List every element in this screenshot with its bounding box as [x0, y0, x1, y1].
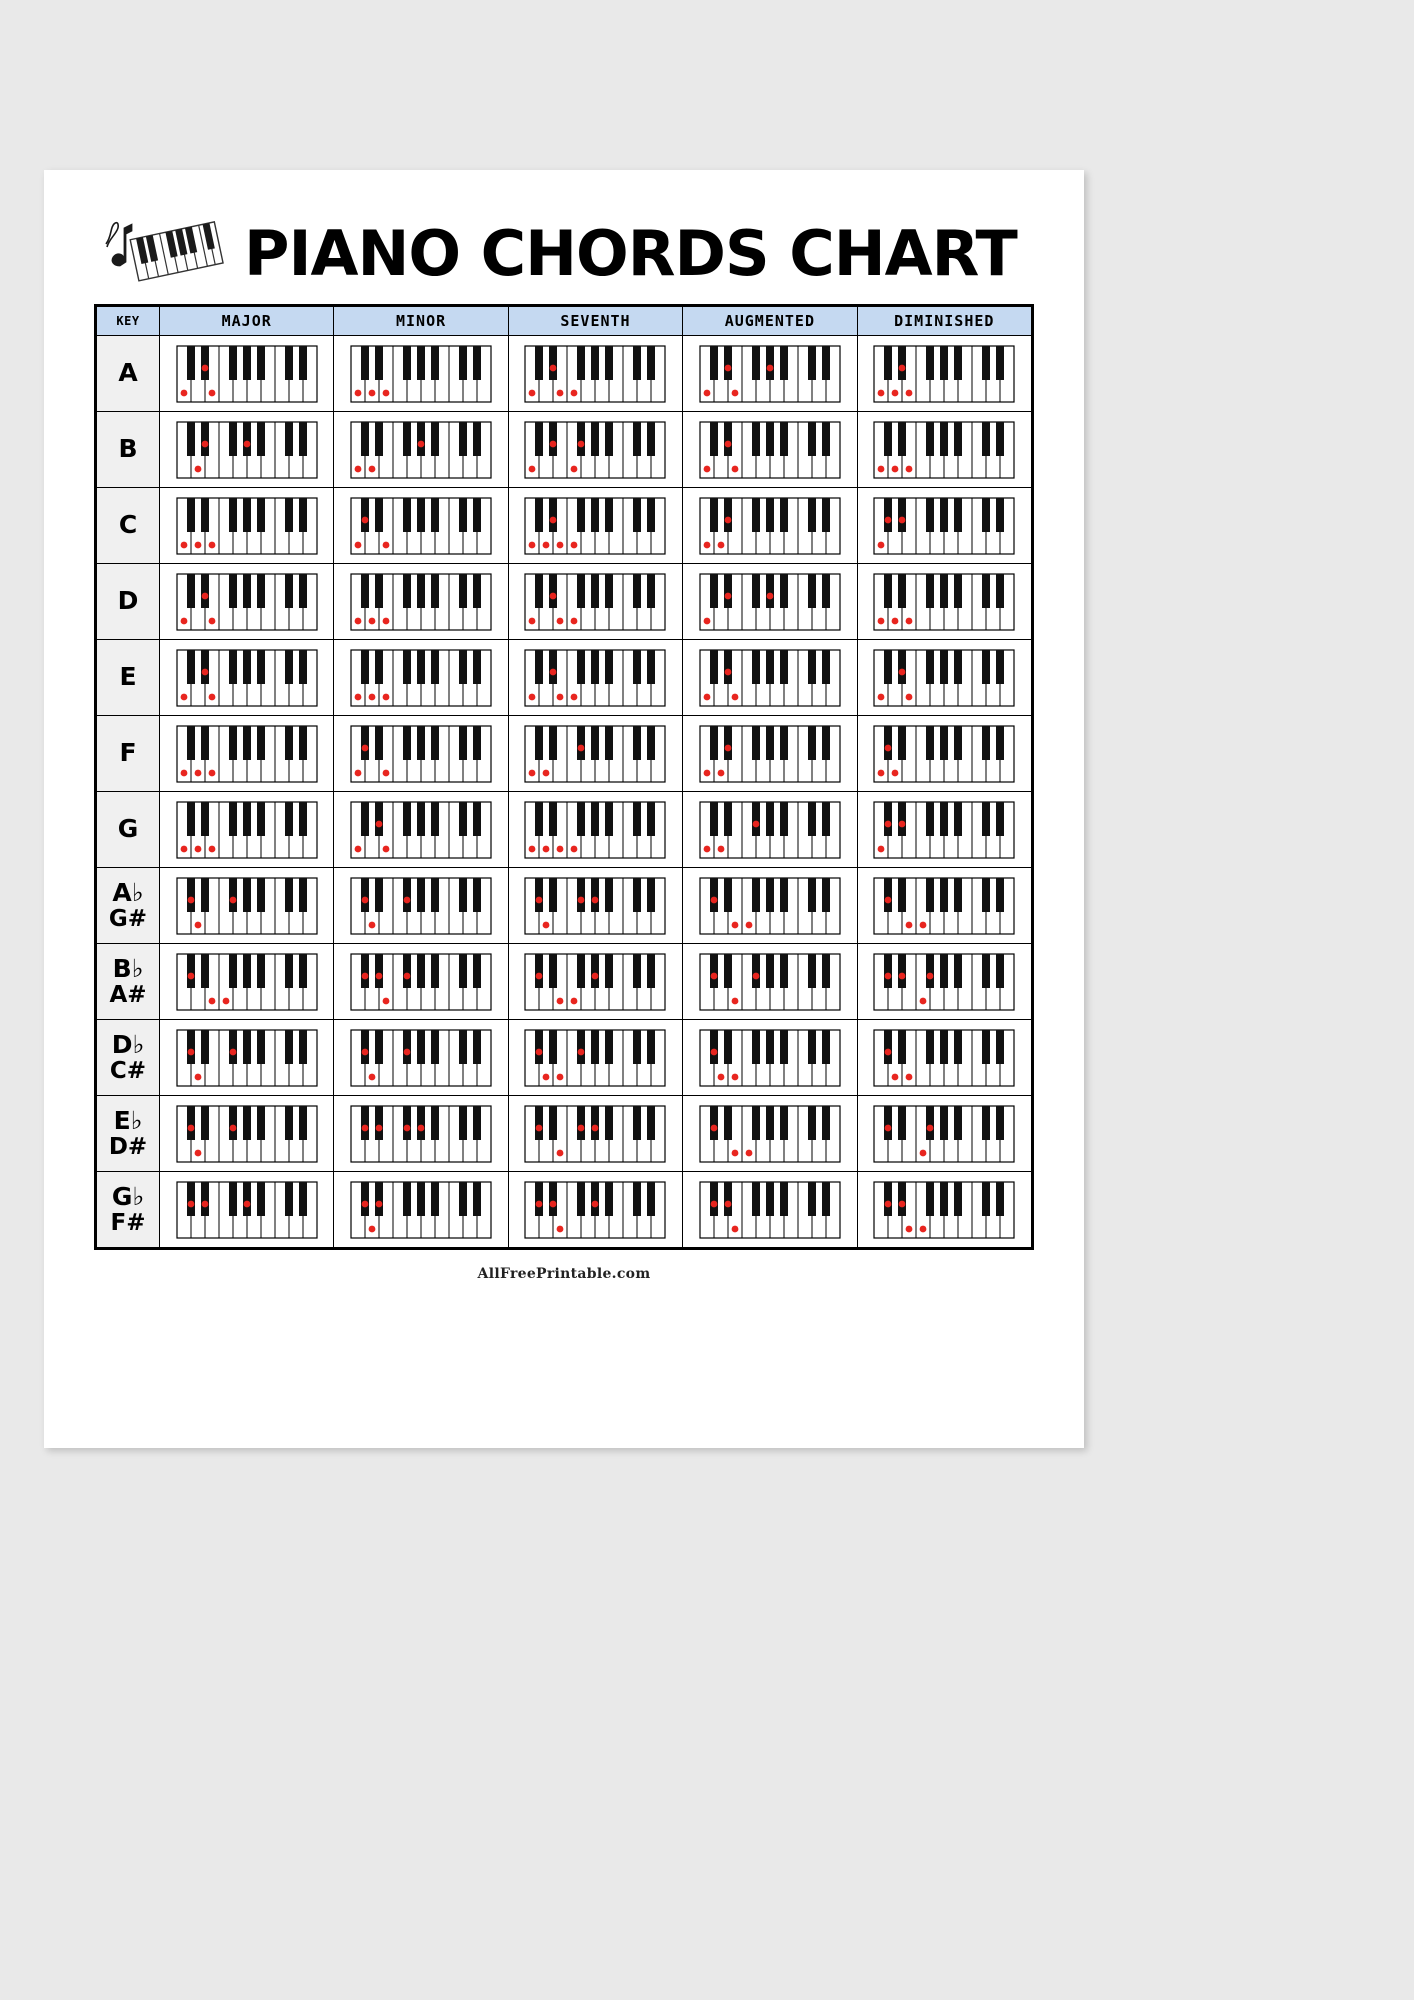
chord-keyboard [524, 801, 666, 859]
key-label-alt: A# [109, 981, 147, 1008]
chord-cell [508, 336, 682, 412]
key-label: F [119, 738, 137, 768]
chord-keyboard [524, 345, 666, 403]
chord-keyboard [350, 801, 492, 859]
chord-keyboard [873, 1029, 1015, 1087]
chord-keyboard [699, 1029, 841, 1087]
chord-cell [160, 792, 334, 868]
chord-keyboard [873, 649, 1015, 707]
key-cell [97, 336, 160, 412]
table-row [97, 1020, 1032, 1096]
chord-cell [683, 1096, 857, 1172]
key-cell [97, 1020, 160, 1096]
chord-cell [857, 868, 1031, 944]
chord-keyboard [873, 1105, 1015, 1163]
key-cell [97, 412, 160, 488]
chord-cell [334, 1172, 508, 1248]
chord-keyboard [350, 1029, 492, 1087]
chord-keyboard [350, 953, 492, 1011]
chord-cell [160, 1020, 334, 1096]
chord-keyboard [176, 877, 318, 935]
key-cell [97, 944, 160, 1020]
chord-cell [508, 1172, 682, 1248]
column-header-minor: MINOR [334, 307, 508, 336]
chord-cell [857, 716, 1031, 792]
key-label: E♭ [113, 1106, 143, 1136]
key-label: B♭ [112, 954, 144, 984]
chord-cell [508, 640, 682, 716]
table-body [97, 336, 1032, 1248]
chord-cell [508, 868, 682, 944]
table-row [97, 944, 1032, 1020]
chord-cell [508, 792, 682, 868]
key-label: E [119, 662, 137, 692]
key-cell [97, 792, 160, 868]
table-row [97, 792, 1032, 868]
column-header-major: MAJOR [160, 307, 334, 336]
table-row [97, 1096, 1032, 1172]
chord-cell [857, 792, 1031, 868]
key-label-alt: C# [109, 1057, 147, 1084]
key-label: G [117, 814, 139, 844]
chord-keyboard [176, 649, 318, 707]
key-cell [97, 868, 160, 944]
chord-keyboard [350, 1105, 492, 1163]
chord-cell [857, 640, 1031, 716]
chord-keyboard [873, 725, 1015, 783]
chord-keyboard [699, 1181, 841, 1239]
page-title: PIANO CHORDS CHART [244, 217, 1017, 290]
chord-keyboard [524, 497, 666, 555]
table-row [97, 868, 1032, 944]
table-row [97, 488, 1032, 564]
key-cell [97, 716, 160, 792]
sheet-footer: AllFreePrintable.com [477, 1266, 651, 1282]
chord-keyboard [873, 1181, 1015, 1239]
chord-cell [334, 640, 508, 716]
chord-keyboard [699, 497, 841, 555]
column-header-seventh: SEVENTH [508, 307, 682, 336]
chord-keyboard [524, 877, 666, 935]
chord-keyboard [350, 725, 492, 783]
chord-keyboard [873, 953, 1015, 1011]
chord-keyboard [350, 345, 492, 403]
chord-keyboard [524, 421, 666, 479]
column-header-diminished: DIMINISHED [857, 307, 1031, 336]
table-row [97, 336, 1032, 412]
chord-cell [334, 488, 508, 564]
key-label-alt: G# [108, 905, 148, 932]
chord-cell [334, 412, 508, 488]
chord-cell [160, 640, 334, 716]
chord-cell [160, 412, 334, 488]
chord-keyboard [699, 877, 841, 935]
table-row [97, 412, 1032, 488]
chord-cell [508, 1020, 682, 1096]
key-cell [97, 1096, 160, 1172]
chord-keyboard [873, 345, 1015, 403]
chord-keyboard [699, 345, 841, 403]
header-row [97, 307, 1032, 336]
chord-keyboard [350, 421, 492, 479]
chord-cell [334, 944, 508, 1020]
chord-cell [683, 1172, 857, 1248]
chord-cell [683, 488, 857, 564]
chord-keyboard [350, 1181, 492, 1239]
key-label: D♭ [111, 1030, 145, 1060]
chord-keyboard [176, 1029, 318, 1087]
chords-table-wrap [94, 304, 1034, 1250]
table-row [97, 1172, 1032, 1248]
chord-cell [857, 412, 1031, 488]
chord-cell [160, 1172, 334, 1248]
chord-cell [334, 716, 508, 792]
chord-keyboard [873, 421, 1015, 479]
key-label: B [118, 434, 138, 464]
chord-cell [857, 1096, 1031, 1172]
key-label: D [117, 586, 139, 616]
chord-cell [334, 336, 508, 412]
chord-cell [160, 564, 334, 640]
chord-cell [160, 868, 334, 944]
chord-keyboard [524, 725, 666, 783]
key-cell [97, 564, 160, 640]
chord-cell [857, 944, 1031, 1020]
chord-cell [508, 944, 682, 1020]
chord-cell [334, 792, 508, 868]
chord-cell [160, 716, 334, 792]
chord-keyboard [699, 953, 841, 1011]
chord-cell [508, 716, 682, 792]
chord-cell [508, 488, 682, 564]
chord-keyboard [176, 1181, 318, 1239]
chord-keyboard [176, 1105, 318, 1163]
chord-cell [334, 564, 508, 640]
chord-keyboard [176, 573, 318, 631]
chord-cell [508, 1096, 682, 1172]
key-cell [97, 488, 160, 564]
chord-cell [160, 944, 334, 1020]
chord-keyboard [350, 649, 492, 707]
chord-cell [683, 640, 857, 716]
key-label: G♭ [111, 1182, 145, 1212]
chord-keyboard [176, 801, 318, 859]
piano-keys-music-note-icon [104, 214, 234, 294]
sheet-header [44, 170, 1084, 290]
chord-keyboard [524, 1181, 666, 1239]
chord-keyboard [699, 421, 841, 479]
chord-keyboard [873, 573, 1015, 631]
chord-keyboard [350, 877, 492, 935]
chord-cell [334, 868, 508, 944]
chords-table [96, 306, 1032, 1248]
chord-cell [508, 412, 682, 488]
key-cell [97, 1172, 160, 1248]
key-label: A♭ [112, 878, 144, 908]
chord-cell [683, 1020, 857, 1096]
chord-cell [683, 792, 857, 868]
chord-cell [334, 1020, 508, 1096]
column-header-augmented: AUGMENTED [683, 307, 857, 336]
chord-keyboard [699, 1105, 841, 1163]
chord-keyboard [524, 573, 666, 631]
table-row [97, 640, 1032, 716]
chord-keyboard [699, 573, 841, 631]
chord-keyboard [873, 877, 1015, 935]
chord-cell [508, 564, 682, 640]
table-head [97, 307, 1032, 336]
chord-cell [683, 336, 857, 412]
printable-sheet [44, 170, 1084, 1448]
chord-cell [160, 488, 334, 564]
chord-cell [334, 1096, 508, 1172]
chord-keyboard [873, 801, 1015, 859]
chord-cell [857, 488, 1031, 564]
chord-cell [683, 564, 857, 640]
chord-cell [857, 564, 1031, 640]
key-label: C [118, 510, 138, 540]
chord-keyboard [524, 1029, 666, 1087]
key-label-alt: D# [108, 1133, 148, 1160]
chord-keyboard [176, 725, 318, 783]
chord-keyboard [524, 953, 666, 1011]
chord-cell [857, 1172, 1031, 1248]
chord-keyboard [524, 1105, 666, 1163]
chord-keyboard [524, 649, 666, 707]
key-cell [97, 640, 160, 716]
chord-cell [683, 944, 857, 1020]
chord-keyboard [699, 801, 841, 859]
chord-cell [683, 412, 857, 488]
chord-keyboard [176, 953, 318, 1011]
key-label-alt: F# [110, 1209, 146, 1236]
chord-keyboard [699, 725, 841, 783]
chord-keyboard [176, 421, 318, 479]
chord-cell [683, 868, 857, 944]
table-row [97, 716, 1032, 792]
column-header-key: KEY [97, 307, 160, 336]
chord-keyboard [350, 497, 492, 555]
chord-cell [160, 336, 334, 412]
chord-cell [857, 336, 1031, 412]
chord-keyboard [176, 345, 318, 403]
chord-cell [160, 1096, 334, 1172]
chord-keyboard [350, 573, 492, 631]
chord-cell [683, 716, 857, 792]
table-row [97, 564, 1032, 640]
chord-keyboard [176, 497, 318, 555]
key-label: A [118, 358, 138, 388]
chord-keyboard [699, 649, 841, 707]
chord-keyboard [873, 497, 1015, 555]
chord-cell [857, 1020, 1031, 1096]
